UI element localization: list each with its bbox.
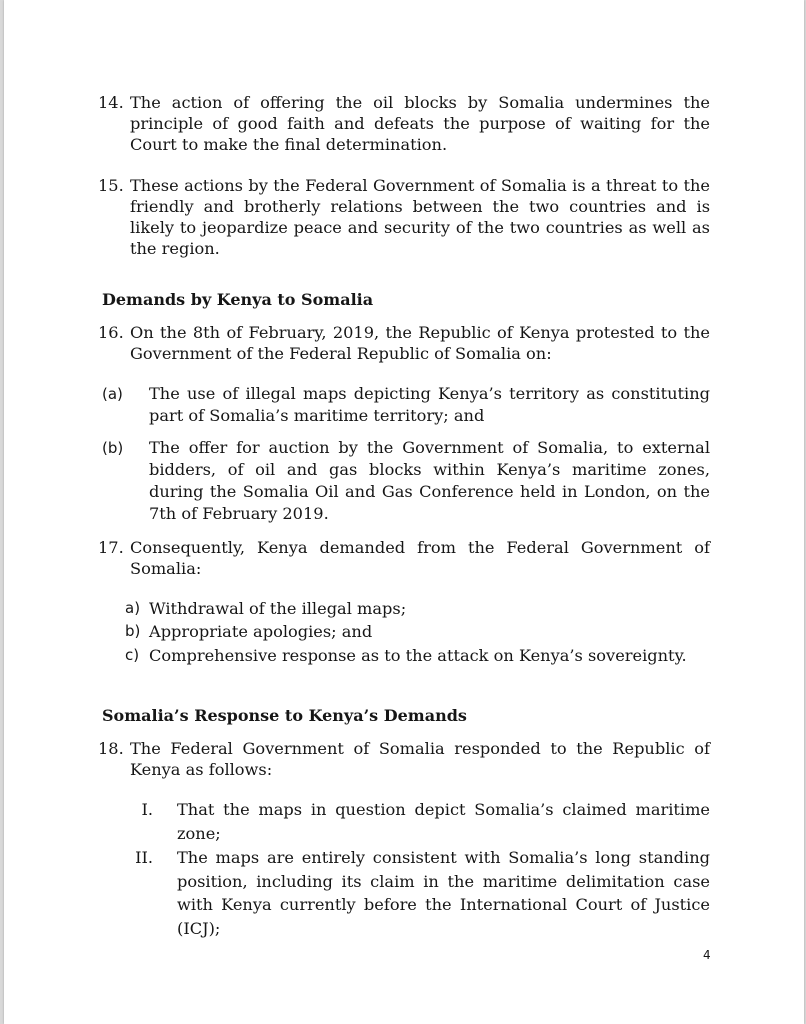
item-text: That the maps in question depict Somalia’s claimed maritime zone; (177, 800, 710, 843)
item-text: The maps are entirely consistent with Somalia’s long standing position, including its claim in the maritime delimitation case with Kenya currently before the International Court of Justice (ICJ); (177, 848, 710, 938)
item-text: The offer for auction by the Government of Somalia, to external bidders, of oil and gas blocks within Kenya’s maritime zones, during the Somalia Oil and Gas Conference held in London, on the 7th of February 2019. (149, 438, 710, 523)
item-marker: b) (125, 622, 141, 640)
item-marker: I. (141, 800, 153, 819)
item-marker: a) (125, 599, 141, 617)
item-marker: (a) (102, 385, 123, 403)
item-text: The use of illegal maps depicting Kenya’s territory as constituting part of Somalia’s maritime territory; and (149, 384, 710, 425)
section-heading-response: Somalia’s Response to Kenya’s Demands (102, 706, 467, 725)
paragraph-text: The action of offering the oil blocks by Somalia undermines the principle of good faith and defeats the purpose of waiting for the Court to make the final determination. (130, 93, 710, 154)
demand-item-a (125, 597, 710, 620)
demand-item-c (125, 644, 710, 667)
item-text: Withdrawal of the illegal maps; (149, 599, 407, 618)
response-item-2 (132, 846, 710, 940)
demand-item-b (125, 620, 710, 643)
paragraph-text: The Federal Government of Somalia responded to the Republic of Kenya as follows: (130, 739, 710, 779)
paragraph-number: 16. (98, 323, 124, 342)
paragraph-text: On the 8th of February, 2019, the Republic of Kenya protested to the Government of the Federal Republic of Somalia on: (130, 323, 710, 363)
item-marker: II. (135, 848, 153, 867)
paragraph-number: 14. (98, 93, 124, 112)
paragraph-16 (98, 322, 710, 364)
document-page (4, 0, 804, 1024)
paragraph-17 (98, 537, 710, 579)
paragraph-number: 18. (98, 739, 124, 758)
page-number: 4 (703, 948, 711, 962)
protest-item-b (102, 437, 710, 525)
item-text: Comprehensive response as to the attack on Kenya’s sovereignty. (149, 646, 687, 665)
item-marker: (b) (102, 439, 124, 457)
item-marker: c) (125, 646, 140, 664)
paragraph-number: 17. (98, 538, 124, 557)
paragraph-14 (98, 92, 710, 155)
paragraph-18 (98, 738, 710, 780)
paragraph-text: These actions by the Federal Government of Somalia is a threat to the friendly and brotherly relations between the two countries and is likely to jeopardize peace and security of the two countries as well as the region. (130, 176, 710, 258)
paragraph-number: 15. (98, 176, 124, 195)
paragraph-text: Consequently, Kenya demanded from the Federal Government of Somalia: (130, 538, 710, 578)
paragraph-15 (98, 175, 710, 259)
section-heading-demands: Demands by Kenya to Somalia (102, 290, 374, 309)
protest-item-a (102, 383, 710, 427)
item-text: Appropriate apologies; and (149, 622, 373, 641)
response-item-1 (132, 798, 710, 845)
